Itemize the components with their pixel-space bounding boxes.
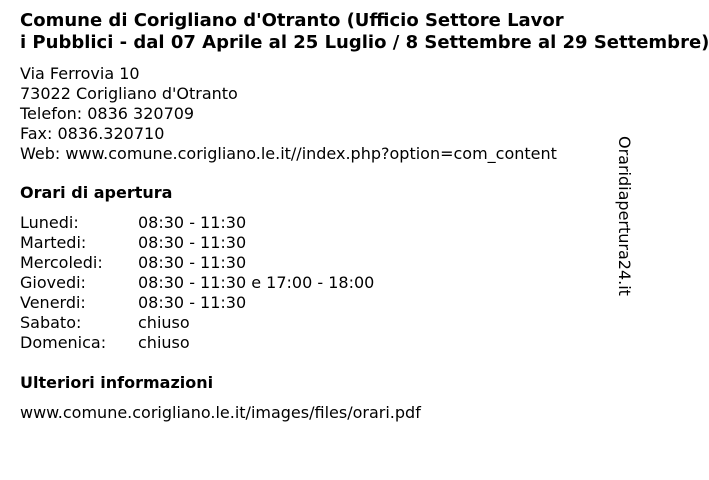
day-label: Martedi: bbox=[20, 233, 87, 252]
page-title-line-1: Comune di Corigliano d'Otranto (Ufficio Settore Lavor bbox=[20, 10, 564, 31]
site-watermark: Oraridiapertura24.it bbox=[615, 136, 634, 296]
more-info-heading: Ulteriori informazioni bbox=[20, 373, 214, 392]
day-label: Giovedi: bbox=[20, 273, 86, 292]
opening-hours-heading: Orari di apertura bbox=[20, 183, 173, 202]
hours-row-saturday bbox=[20, 313, 374, 333]
hours-row-thursday bbox=[20, 273, 374, 293]
time-value: 08:30 - 11:30 bbox=[138, 233, 247, 252]
time-value: chiuso bbox=[138, 313, 190, 332]
schedule-pdf-link[interactable]: www.comune.corigliano.le.it/images/files/orari.pdf bbox=[20, 403, 421, 422]
time-value: 08:30 - 11:30 bbox=[138, 253, 247, 272]
address-block bbox=[20, 64, 595, 164]
day-label: Sabato: bbox=[20, 313, 82, 332]
city-address: 73022 Corigliano d'Otranto bbox=[20, 84, 238, 103]
website-link[interactable]: Web: www.comune.corigliano.le.it//index.php?option=com_content bbox=[20, 144, 557, 163]
time-value: 08:30 - 11:30 e 17:00 - 18:00 bbox=[138, 273, 375, 292]
hours-row-friday bbox=[20, 293, 374, 313]
opening-hours-table bbox=[20, 213, 374, 353]
time-value: chiuso bbox=[138, 333, 190, 352]
hours-row-sunday bbox=[20, 333, 374, 353]
hours-row-wednesday bbox=[20, 253, 374, 273]
time-value: 08:30 - 11:30 bbox=[138, 213, 247, 232]
time-value: 08:30 - 11:30 bbox=[138, 293, 247, 312]
fax-number: Fax: 0836.320710 bbox=[20, 124, 165, 143]
hours-row-monday bbox=[20, 213, 374, 233]
day-label: Domenica: bbox=[20, 333, 107, 352]
page-title bbox=[20, 10, 709, 54]
hours-row-tuesday bbox=[20, 233, 374, 253]
day-label: Lunedi: bbox=[20, 213, 79, 232]
page-title-line-2: i Pubblici - dal 07 Aprile al 25 Luglio / 8 Settembre al 29 Settembre) bbox=[20, 32, 709, 53]
phone-number: Telefon: 0836 320709 bbox=[20, 104, 195, 123]
street-address: Via Ferrovia 10 bbox=[20, 64, 140, 83]
day-label: Venerdi: bbox=[20, 293, 86, 312]
day-label: Mercoledi: bbox=[20, 253, 103, 272]
